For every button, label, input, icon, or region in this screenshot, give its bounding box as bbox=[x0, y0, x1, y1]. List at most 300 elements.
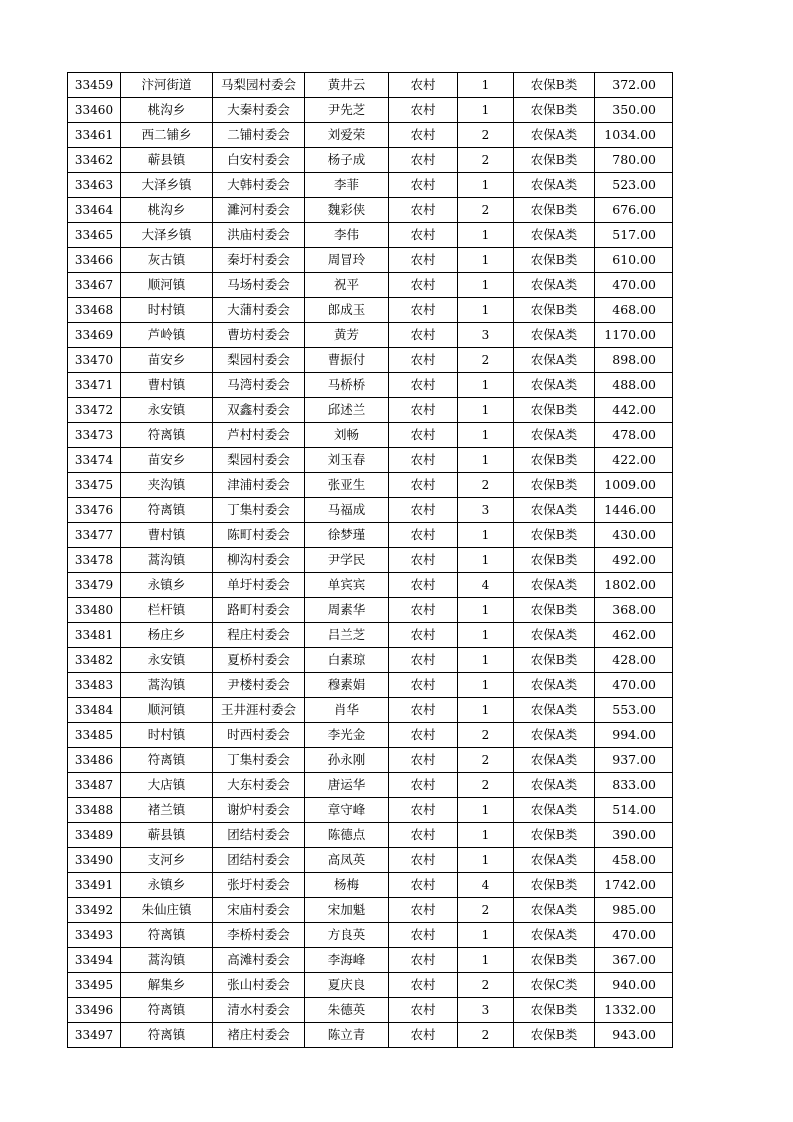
insurance-category-cell: 农保B类 bbox=[514, 298, 595, 323]
member-count-cell: 2 bbox=[458, 473, 514, 498]
member-count-cell: 2 bbox=[458, 723, 514, 748]
person-name-cell: 李海峰 bbox=[305, 948, 389, 973]
member-count-cell: 1 bbox=[458, 673, 514, 698]
record-id-cell: 33459 bbox=[68, 73, 121, 98]
insurance-category-cell: 农保B类 bbox=[514, 248, 595, 273]
household-type-cell: 农村 bbox=[389, 223, 458, 248]
amount-cell: 350.00 bbox=[595, 98, 673, 123]
record-id-cell: 33486 bbox=[68, 748, 121, 773]
household-type-cell: 农村 bbox=[389, 273, 458, 298]
village-committee-cell: 二铺村委会 bbox=[213, 123, 305, 148]
person-name-cell: 孙永刚 bbox=[305, 748, 389, 773]
record-id-cell: 33489 bbox=[68, 823, 121, 848]
person-name-cell: 黄芳 bbox=[305, 323, 389, 348]
amount-cell: 610.00 bbox=[595, 248, 673, 273]
table-row bbox=[68, 698, 673, 723]
table-row bbox=[68, 223, 673, 248]
insurance-category-cell: 农保B类 bbox=[514, 548, 595, 573]
township-cell: 蒿沟镇 bbox=[121, 948, 213, 973]
member-count-cell: 1 bbox=[458, 223, 514, 248]
member-count-cell: 1 bbox=[458, 848, 514, 873]
household-type-cell: 农村 bbox=[389, 123, 458, 148]
record-id-cell: 33467 bbox=[68, 273, 121, 298]
village-committee-cell: 柳沟村委会 bbox=[213, 548, 305, 573]
table-row bbox=[68, 98, 673, 123]
township-cell: 西二铺乡 bbox=[121, 123, 213, 148]
amount-cell: 1170.00 bbox=[595, 323, 673, 348]
amount-cell: 514.00 bbox=[595, 798, 673, 823]
record-id-cell: 33497 bbox=[68, 1023, 121, 1048]
member-count-cell: 1 bbox=[458, 798, 514, 823]
amount-cell: 1742.00 bbox=[595, 873, 673, 898]
household-type-cell: 农村 bbox=[389, 1023, 458, 1048]
insurance-category-cell: 农保B类 bbox=[514, 598, 595, 623]
household-type-cell: 农村 bbox=[389, 323, 458, 348]
table-row bbox=[68, 323, 673, 348]
township-cell: 蕲县镇 bbox=[121, 148, 213, 173]
township-cell: 蒿沟镇 bbox=[121, 673, 213, 698]
person-name-cell: 陈德点 bbox=[305, 823, 389, 848]
member-count-cell: 2 bbox=[458, 898, 514, 923]
amount-cell: 462.00 bbox=[595, 623, 673, 648]
household-type-cell: 农村 bbox=[389, 573, 458, 598]
village-committee-cell: 丁集村委会 bbox=[213, 498, 305, 523]
insurance-category-cell: 农保A类 bbox=[514, 573, 595, 598]
amount-cell: 1332.00 bbox=[595, 998, 673, 1023]
person-name-cell: 刘玉春 bbox=[305, 448, 389, 473]
records-table bbox=[67, 72, 673, 1048]
township-cell: 符离镇 bbox=[121, 923, 213, 948]
records-body bbox=[68, 73, 673, 1048]
record-id-cell: 33494 bbox=[68, 948, 121, 973]
household-type-cell: 农村 bbox=[389, 898, 458, 923]
insurance-category-cell: 农保C类 bbox=[514, 973, 595, 998]
person-name-cell: 杨子成 bbox=[305, 148, 389, 173]
household-type-cell: 农村 bbox=[389, 98, 458, 123]
insurance-category-cell: 农保A类 bbox=[514, 348, 595, 373]
village-committee-cell: 马湾村委会 bbox=[213, 373, 305, 398]
record-id-cell: 33474 bbox=[68, 448, 121, 473]
person-name-cell: 祝平 bbox=[305, 273, 389, 298]
village-committee-cell: 马梨园村委会 bbox=[213, 73, 305, 98]
insurance-category-cell: 农保B类 bbox=[514, 1023, 595, 1048]
amount-cell: 470.00 bbox=[595, 673, 673, 698]
amount-cell: 937.00 bbox=[595, 748, 673, 773]
township-cell: 大店镇 bbox=[121, 773, 213, 798]
member-count-cell: 1 bbox=[458, 623, 514, 648]
table-row bbox=[68, 948, 673, 973]
village-committee-cell: 褚庄村委会 bbox=[213, 1023, 305, 1048]
household-type-cell: 农村 bbox=[389, 598, 458, 623]
record-id-cell: 33472 bbox=[68, 398, 121, 423]
table-row bbox=[68, 823, 673, 848]
township-cell: 永安镇 bbox=[121, 648, 213, 673]
township-cell: 顺河镇 bbox=[121, 273, 213, 298]
person-name-cell: 方良英 bbox=[305, 923, 389, 948]
village-committee-cell: 时西村委会 bbox=[213, 723, 305, 748]
table-row bbox=[68, 998, 673, 1023]
household-type-cell: 农村 bbox=[389, 648, 458, 673]
member-count-cell: 2 bbox=[458, 748, 514, 773]
person-name-cell: 杨梅 bbox=[305, 873, 389, 898]
record-id-cell: 33482 bbox=[68, 648, 121, 673]
township-cell: 时村镇 bbox=[121, 298, 213, 323]
person-name-cell: 李伟 bbox=[305, 223, 389, 248]
village-committee-cell: 芦村村委会 bbox=[213, 423, 305, 448]
household-type-cell: 农村 bbox=[389, 623, 458, 648]
member-count-cell: 1 bbox=[458, 923, 514, 948]
township-cell: 曹村镇 bbox=[121, 373, 213, 398]
amount-cell: 367.00 bbox=[595, 948, 673, 973]
township-cell: 符离镇 bbox=[121, 423, 213, 448]
village-committee-cell: 清水村委会 bbox=[213, 998, 305, 1023]
member-count-cell: 1 bbox=[458, 423, 514, 448]
village-committee-cell: 梨园村委会 bbox=[213, 348, 305, 373]
amount-cell: 780.00 bbox=[595, 148, 673, 173]
table-row bbox=[68, 248, 673, 273]
table-row bbox=[68, 598, 673, 623]
township-cell: 蒿沟镇 bbox=[121, 548, 213, 573]
person-name-cell: 章守峰 bbox=[305, 798, 389, 823]
township-cell: 褚兰镇 bbox=[121, 798, 213, 823]
amount-cell: 943.00 bbox=[595, 1023, 673, 1048]
amount-cell: 517.00 bbox=[595, 223, 673, 248]
amount-cell: 994.00 bbox=[595, 723, 673, 748]
insurance-category-cell: 农保A类 bbox=[514, 698, 595, 723]
township-cell: 解集乡 bbox=[121, 973, 213, 998]
person-name-cell: 郎成玉 bbox=[305, 298, 389, 323]
table-row bbox=[68, 448, 673, 473]
member-count-cell: 1 bbox=[458, 173, 514, 198]
member-count-cell: 1 bbox=[458, 448, 514, 473]
village-committee-cell: 马场村委会 bbox=[213, 273, 305, 298]
amount-cell: 553.00 bbox=[595, 698, 673, 723]
record-id-cell: 33464 bbox=[68, 198, 121, 223]
insurance-category-cell: 农保B类 bbox=[514, 523, 595, 548]
insurance-category-cell: 农保B类 bbox=[514, 198, 595, 223]
record-id-cell: 33483 bbox=[68, 673, 121, 698]
household-type-cell: 农村 bbox=[389, 673, 458, 698]
amount-cell: 488.00 bbox=[595, 373, 673, 398]
record-id-cell: 33479 bbox=[68, 573, 121, 598]
member-count-cell: 2 bbox=[458, 973, 514, 998]
household-type-cell: 农村 bbox=[389, 823, 458, 848]
record-id-cell: 33469 bbox=[68, 323, 121, 348]
amount-cell: 492.00 bbox=[595, 548, 673, 573]
record-id-cell: 33485 bbox=[68, 723, 121, 748]
member-count-cell: 2 bbox=[458, 123, 514, 148]
record-id-cell: 33475 bbox=[68, 473, 121, 498]
township-cell: 桃沟乡 bbox=[121, 198, 213, 223]
village-committee-cell: 秦圩村委会 bbox=[213, 248, 305, 273]
amount-cell: 1802.00 bbox=[595, 573, 673, 598]
village-committee-cell: 夏桥村委会 bbox=[213, 648, 305, 673]
person-name-cell: 魏彩侠 bbox=[305, 198, 389, 223]
insurance-category-cell: 农保B类 bbox=[514, 398, 595, 423]
member-count-cell: 1 bbox=[458, 648, 514, 673]
household-type-cell: 农村 bbox=[389, 998, 458, 1023]
township-cell: 苗安乡 bbox=[121, 348, 213, 373]
village-committee-cell: 梨园村委会 bbox=[213, 448, 305, 473]
township-cell: 永镇乡 bbox=[121, 573, 213, 598]
township-cell: 桃沟乡 bbox=[121, 98, 213, 123]
household-type-cell: 农村 bbox=[389, 423, 458, 448]
record-id-cell: 33466 bbox=[68, 248, 121, 273]
household-type-cell: 农村 bbox=[389, 748, 458, 773]
person-name-cell: 徐梦瑾 bbox=[305, 523, 389, 548]
village-committee-cell: 程庄村委会 bbox=[213, 623, 305, 648]
table-row bbox=[68, 673, 673, 698]
village-committee-cell: 大韩村委会 bbox=[213, 173, 305, 198]
village-committee-cell: 张圩村委会 bbox=[213, 873, 305, 898]
person-name-cell: 尹先芝 bbox=[305, 98, 389, 123]
member-count-cell: 1 bbox=[458, 823, 514, 848]
insurance-category-cell: 农保A类 bbox=[514, 923, 595, 948]
member-count-cell: 1 bbox=[458, 248, 514, 273]
insurance-category-cell: 农保A类 bbox=[514, 848, 595, 873]
amount-cell: 442.00 bbox=[595, 398, 673, 423]
person-name-cell: 陈立青 bbox=[305, 1023, 389, 1048]
village-committee-cell: 团结村委会 bbox=[213, 848, 305, 873]
person-name-cell: 李光金 bbox=[305, 723, 389, 748]
table-row bbox=[68, 73, 673, 98]
household-type-cell: 农村 bbox=[389, 73, 458, 98]
amount-cell: 1446.00 bbox=[595, 498, 673, 523]
insurance-category-cell: 农保B类 bbox=[514, 823, 595, 848]
township-cell: 芦岭镇 bbox=[121, 323, 213, 348]
insurance-category-cell: 农保B类 bbox=[514, 873, 595, 898]
village-committee-cell: 洪庙村委会 bbox=[213, 223, 305, 248]
person-name-cell: 周素华 bbox=[305, 598, 389, 623]
amount-cell: 833.00 bbox=[595, 773, 673, 798]
insurance-category-cell: 农保A类 bbox=[514, 423, 595, 448]
household-type-cell: 农村 bbox=[389, 698, 458, 723]
record-id-cell: 33461 bbox=[68, 123, 121, 148]
amount-cell: 898.00 bbox=[595, 348, 673, 373]
household-type-cell: 农村 bbox=[389, 173, 458, 198]
insurance-category-cell: 农保A类 bbox=[514, 898, 595, 923]
table-row bbox=[68, 748, 673, 773]
record-id-cell: 33478 bbox=[68, 548, 121, 573]
insurance-category-cell: 农保A类 bbox=[514, 773, 595, 798]
person-name-cell: 宋加魁 bbox=[305, 898, 389, 923]
table-row bbox=[68, 348, 673, 373]
person-name-cell: 刘畅 bbox=[305, 423, 389, 448]
amount-cell: 985.00 bbox=[595, 898, 673, 923]
township-cell: 汴河街道 bbox=[121, 73, 213, 98]
person-name-cell: 单宾宾 bbox=[305, 573, 389, 598]
record-id-cell: 33477 bbox=[68, 523, 121, 548]
member-count-cell: 3 bbox=[458, 323, 514, 348]
township-cell: 永镇乡 bbox=[121, 873, 213, 898]
amount-cell: 368.00 bbox=[595, 598, 673, 623]
amount-cell: 470.00 bbox=[595, 923, 673, 948]
township-cell: 朱仙庄镇 bbox=[121, 898, 213, 923]
insurance-category-cell: 农保A类 bbox=[514, 748, 595, 773]
table-row bbox=[68, 498, 673, 523]
insurance-category-cell: 农保B类 bbox=[514, 998, 595, 1023]
township-cell: 蕲县镇 bbox=[121, 823, 213, 848]
person-name-cell: 黄井云 bbox=[305, 73, 389, 98]
record-id-cell: 33473 bbox=[68, 423, 121, 448]
insurance-category-cell: 农保A类 bbox=[514, 223, 595, 248]
member-count-cell: 4 bbox=[458, 573, 514, 598]
insurance-category-cell: 农保A类 bbox=[514, 723, 595, 748]
household-type-cell: 农村 bbox=[389, 873, 458, 898]
amount-cell: 458.00 bbox=[595, 848, 673, 873]
table-row bbox=[68, 1023, 673, 1048]
table-row bbox=[68, 123, 673, 148]
household-type-cell: 农村 bbox=[389, 773, 458, 798]
person-name-cell: 曹振付 bbox=[305, 348, 389, 373]
record-id-cell: 33481 bbox=[68, 623, 121, 648]
household-type-cell: 农村 bbox=[389, 948, 458, 973]
person-name-cell: 尹学民 bbox=[305, 548, 389, 573]
village-committee-cell: 濉河村委会 bbox=[213, 198, 305, 223]
household-type-cell: 农村 bbox=[389, 348, 458, 373]
insurance-category-cell: 农保A类 bbox=[514, 673, 595, 698]
member-count-cell: 2 bbox=[458, 148, 514, 173]
insurance-category-cell: 农保B类 bbox=[514, 648, 595, 673]
township-cell: 支河乡 bbox=[121, 848, 213, 873]
member-count-cell: 4 bbox=[458, 873, 514, 898]
village-committee-cell: 大东村委会 bbox=[213, 773, 305, 798]
record-id-cell: 33463 bbox=[68, 173, 121, 198]
amount-cell: 390.00 bbox=[595, 823, 673, 848]
table-row bbox=[68, 473, 673, 498]
member-count-cell: 1 bbox=[458, 73, 514, 98]
township-cell: 夹沟镇 bbox=[121, 473, 213, 498]
household-type-cell: 农村 bbox=[389, 723, 458, 748]
village-committee-cell: 谢炉村委会 bbox=[213, 798, 305, 823]
table-row bbox=[68, 148, 673, 173]
amount-cell: 470.00 bbox=[595, 273, 673, 298]
member-count-cell: 1 bbox=[458, 698, 514, 723]
insurance-category-cell: 农保A类 bbox=[514, 273, 595, 298]
village-committee-cell: 王井涯村委会 bbox=[213, 698, 305, 723]
village-committee-cell: 团结村委会 bbox=[213, 823, 305, 848]
household-type-cell: 农村 bbox=[389, 373, 458, 398]
village-committee-cell: 白安村委会 bbox=[213, 148, 305, 173]
record-id-cell: 33487 bbox=[68, 773, 121, 798]
person-name-cell: 吕兰芝 bbox=[305, 623, 389, 648]
village-committee-cell: 高滩村委会 bbox=[213, 948, 305, 973]
record-id-cell: 33465 bbox=[68, 223, 121, 248]
insurance-category-cell: 农保B类 bbox=[514, 73, 595, 98]
person-name-cell: 穆素娟 bbox=[305, 673, 389, 698]
village-committee-cell: 张山村委会 bbox=[213, 973, 305, 998]
township-cell: 永安镇 bbox=[121, 398, 213, 423]
insurance-category-cell: 农保A类 bbox=[514, 498, 595, 523]
insurance-category-cell: 农保B类 bbox=[514, 98, 595, 123]
village-committee-cell: 双鑫村委会 bbox=[213, 398, 305, 423]
member-count-cell: 2 bbox=[458, 1023, 514, 1048]
member-count-cell: 1 bbox=[458, 523, 514, 548]
village-committee-cell: 大秦村委会 bbox=[213, 98, 305, 123]
member-count-cell: 1 bbox=[458, 298, 514, 323]
township-cell: 大泽乡镇 bbox=[121, 223, 213, 248]
insurance-category-cell: 农保A类 bbox=[514, 123, 595, 148]
township-cell: 大泽乡镇 bbox=[121, 173, 213, 198]
table-row bbox=[68, 773, 673, 798]
member-count-cell: 1 bbox=[458, 98, 514, 123]
member-count-cell: 3 bbox=[458, 498, 514, 523]
amount-cell: 523.00 bbox=[595, 173, 673, 198]
person-name-cell: 朱德英 bbox=[305, 998, 389, 1023]
household-type-cell: 农村 bbox=[389, 548, 458, 573]
record-id-cell: 33495 bbox=[68, 973, 121, 998]
table-row bbox=[68, 573, 673, 598]
township-cell: 栏杆镇 bbox=[121, 598, 213, 623]
household-type-cell: 农村 bbox=[389, 473, 458, 498]
insurance-category-cell: 农保A类 bbox=[514, 623, 595, 648]
member-count-cell: 1 bbox=[458, 373, 514, 398]
table-row bbox=[68, 273, 673, 298]
member-count-cell: 2 bbox=[458, 348, 514, 373]
village-committee-cell: 津浦村委会 bbox=[213, 473, 305, 498]
person-name-cell: 马桥桥 bbox=[305, 373, 389, 398]
village-committee-cell: 路町村委会 bbox=[213, 598, 305, 623]
insurance-category-cell: 农保A类 bbox=[514, 373, 595, 398]
township-cell: 曹村镇 bbox=[121, 523, 213, 548]
insurance-category-cell: 农保B类 bbox=[514, 448, 595, 473]
table-row bbox=[68, 373, 673, 398]
village-committee-cell: 大蒲村委会 bbox=[213, 298, 305, 323]
member-count-cell: 2 bbox=[458, 773, 514, 798]
township-cell: 杨庄乡 bbox=[121, 623, 213, 648]
township-cell: 符离镇 bbox=[121, 498, 213, 523]
person-name-cell: 张亚生 bbox=[305, 473, 389, 498]
record-id-cell: 33490 bbox=[68, 848, 121, 873]
household-type-cell: 农村 bbox=[389, 248, 458, 273]
person-name-cell: 高凤英 bbox=[305, 848, 389, 873]
table-row bbox=[68, 848, 673, 873]
township-cell: 灰古镇 bbox=[121, 248, 213, 273]
township-cell: 符离镇 bbox=[121, 748, 213, 773]
person-name-cell: 邱述兰 bbox=[305, 398, 389, 423]
table-row bbox=[68, 173, 673, 198]
amount-cell: 940.00 bbox=[595, 973, 673, 998]
table-row bbox=[68, 923, 673, 948]
person-name-cell: 刘爱荣 bbox=[305, 123, 389, 148]
household-type-cell: 农村 bbox=[389, 973, 458, 998]
village-committee-cell: 单圩村委会 bbox=[213, 573, 305, 598]
table-row bbox=[68, 423, 673, 448]
table-row bbox=[68, 873, 673, 898]
member-count-cell: 1 bbox=[458, 548, 514, 573]
amount-cell: 676.00 bbox=[595, 198, 673, 223]
person-name-cell: 白素琼 bbox=[305, 648, 389, 673]
household-type-cell: 农村 bbox=[389, 798, 458, 823]
person-name-cell: 周冒玲 bbox=[305, 248, 389, 273]
township-cell: 符离镇 bbox=[121, 1023, 213, 1048]
member-count-cell: 1 bbox=[458, 398, 514, 423]
table-row bbox=[68, 973, 673, 998]
amount-cell: 1009.00 bbox=[595, 473, 673, 498]
record-id-cell: 33462 bbox=[68, 148, 121, 173]
record-id-cell: 33484 bbox=[68, 698, 121, 723]
village-committee-cell: 李桥村委会 bbox=[213, 923, 305, 948]
person-name-cell: 夏庆良 bbox=[305, 973, 389, 998]
amount-cell: 468.00 bbox=[595, 298, 673, 323]
village-committee-cell: 曹坊村委会 bbox=[213, 323, 305, 348]
village-committee-cell: 宋庙村委会 bbox=[213, 898, 305, 923]
record-id-cell: 33493 bbox=[68, 923, 121, 948]
table-row bbox=[68, 798, 673, 823]
village-committee-cell: 丁集村委会 bbox=[213, 748, 305, 773]
table-row bbox=[68, 198, 673, 223]
household-type-cell: 农村 bbox=[389, 848, 458, 873]
